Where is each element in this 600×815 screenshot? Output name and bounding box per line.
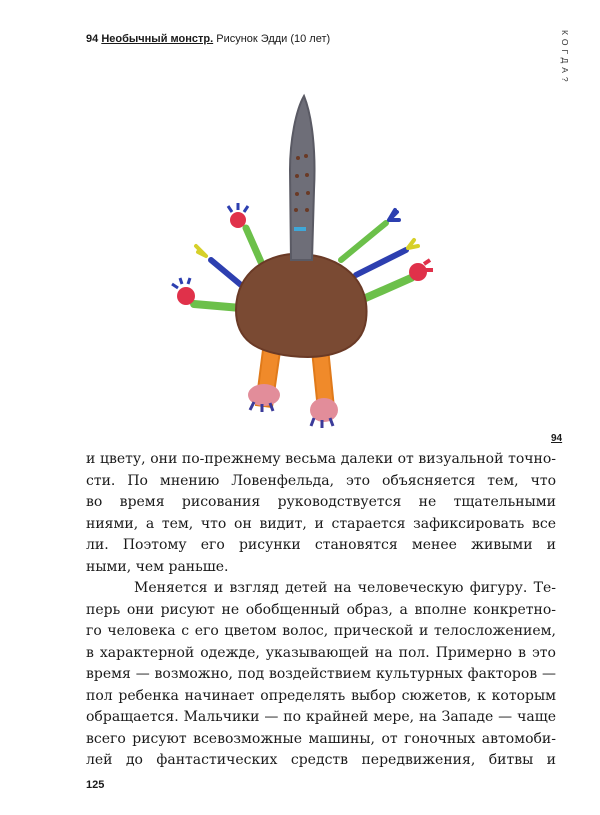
arm-blue-left-mid <box>211 260 241 285</box>
arm-blue-right-top <box>341 223 386 260</box>
head-mouth <box>294 227 306 231</box>
text-line: пол ребенка начинает определять выбор сюжетов, к которым <box>86 687 556 704</box>
hand-right-top <box>389 210 399 220</box>
text-line: обращается. Мальчики — по крайней мере, на Западе — чаще <box>86 709 556 725</box>
text-line: в характерной одежде, указывающей на пол. Примерно в это <box>86 644 556 661</box>
arm-green-left-low <box>194 304 241 308</box>
caption-number: 94 <box>86 33 99 45</box>
caption-title: Необычный монстр. <box>101 33 214 45</box>
text-line: и цвету, они по-прежнему весьма далеки от визуальной точно- <box>86 451 556 467</box>
text-line: сти. По мнению Ловенфельда, это объясняется тем, что <box>86 472 556 489</box>
text-line: во время рисования руководствуется не тщательными <box>86 494 556 510</box>
text-line: лей до фантастических средств передвижения, битвы и <box>86 752 556 768</box>
text-line: Меняется и взгляд детей на человеческую фигуру. Те- <box>134 580 556 596</box>
page-number: 125 <box>86 779 105 791</box>
hand-left-high <box>230 212 246 228</box>
monster-head <box>290 96 315 260</box>
text-line: ными, чем раньше. <box>86 558 229 575</box>
figure-caption <box>86 33 330 45</box>
text-line: перь они рисуют не обобщенный образ, а вполне конкретно- <box>86 601 556 618</box>
child-drawing-figure <box>86 60 526 440</box>
hand-left-low <box>177 287 195 305</box>
chapter-side-label: КОГДА? <box>560 30 570 86</box>
text-line: ли. Поэтому его рисунки становятся менее живыми и <box>86 537 556 553</box>
monster-drawing <box>86 60 526 440</box>
arm-green-right-low <box>361 278 411 300</box>
text-line: ниями, а тем, что он видит, и старается зафиксировать все <box>86 515 556 532</box>
margin-figure-number: 94 <box>551 433 563 444</box>
hand-right-low <box>409 263 427 281</box>
arm-blue-right-mid <box>356 250 406 275</box>
text-line: время — возможно, под воздействием культурных факторов — <box>86 666 556 682</box>
arm-green-left-high <box>246 228 261 262</box>
text-line: всего рисуют всевозможные машины, от гоночных автомоби- <box>86 730 556 747</box>
hand-left-mid <box>196 246 206 256</box>
body-text <box>86 449 556 772</box>
caption-subtitle: Рисунок Эдди (10 лет) <box>216 33 331 45</box>
monster-body <box>236 254 367 357</box>
hand-right-mid <box>408 240 418 248</box>
text-line: го человека с его цветом волос, прической и телосложением, <box>86 623 556 639</box>
